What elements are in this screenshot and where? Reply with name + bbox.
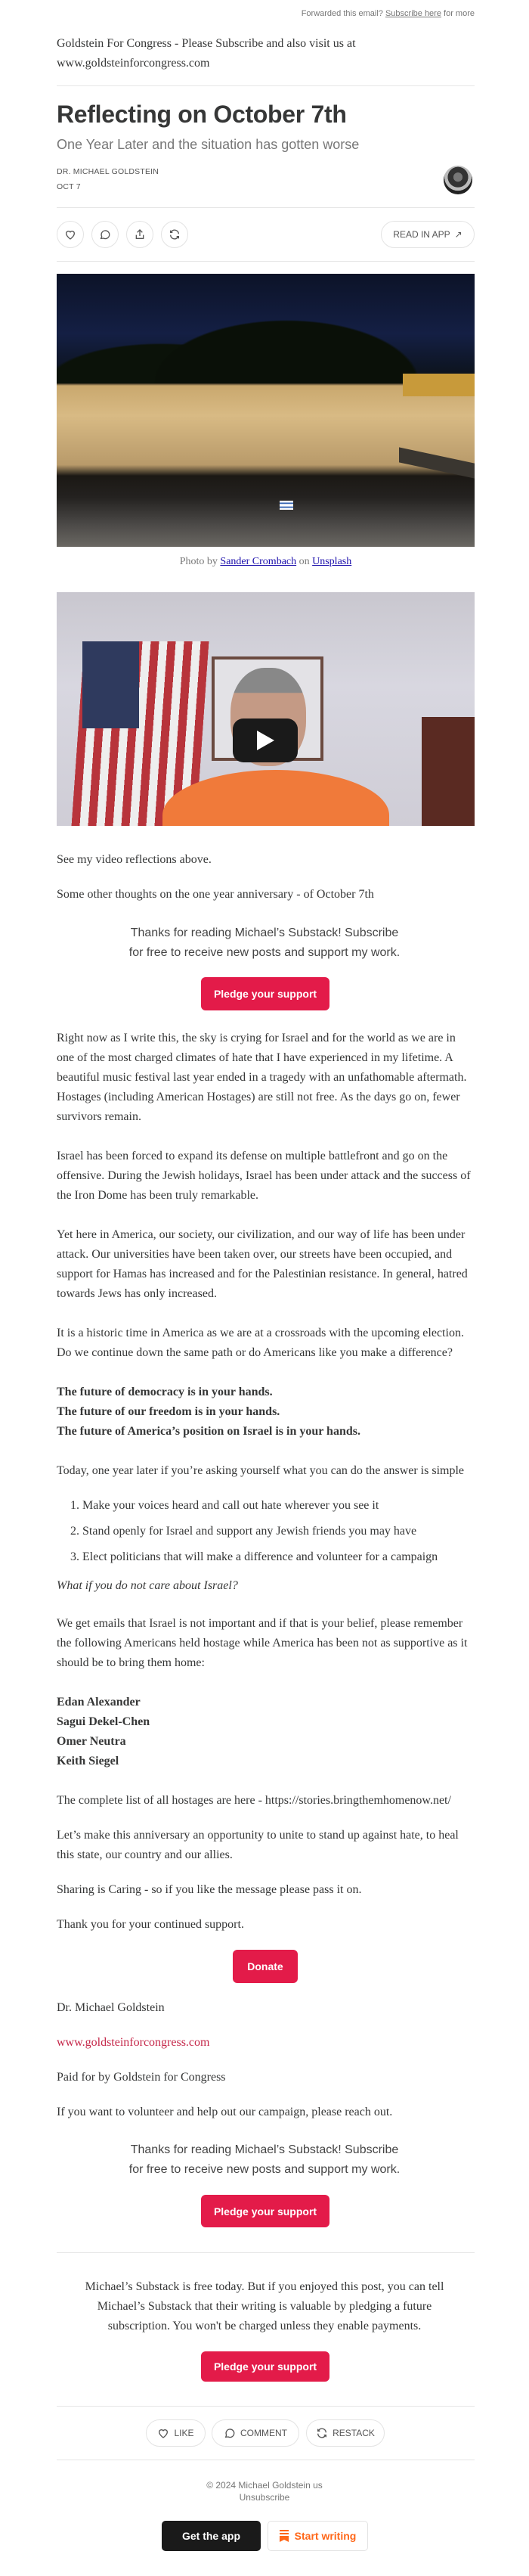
paragraph: Let’s make this anniversary an opportunity to unite to stand up against hate, to heal this state, our country and our allies. [57,1829,459,1861]
pledge-support-button[interactable]: Pledge your support [201,977,329,1010]
paragraph: The complete list of all hostages are here - https://stories.bringthemhomenow.net/ [57,1794,451,1807]
author-name[interactable]: DR. MICHAEL GOLDSTEIN [57,167,159,176]
footer-legal [0,2479,529,2503]
start-writing-button[interactable]: Start writing [268,2521,368,2551]
restack-button[interactable] [161,221,188,248]
subscribe-here-link[interactable]: Subscribe here [385,9,441,18]
hostage-list [57,1693,475,1771]
get-the-app-button[interactable]: Get the app [162,2521,261,2551]
paragraph: Israel has been forced to expand its defense on multiple battlefront and go on the offensive. During the Jewish holidays, Israel has been under attack and the success of the Iron Dome has been truly remarkable. [57,1150,471,1202]
pledge-support-button-footer[interactable]: Pledge your support [201,2351,329,2382]
share-button[interactable] [126,221,153,248]
play-icon [255,730,275,751]
heart-icon [64,228,76,241]
paragraph: It is a historic time in America as we are at a crossroads with the upcoming election. Do we continue down the same path or do Americans like you make a difference? [57,1327,464,1359]
list-item: 3. Elect politicians that will make a difference and volunteer for a campaign [82,1547,500,1567]
play-button[interactable] [233,718,298,762]
restack-pill-button[interactable]: RESTACK [306,2419,385,2447]
list-item: 2. Stand openly for Israel and support any Jewish friends you may have [82,1522,500,1541]
like-pill-button[interactable]: LIKE [146,2419,206,2447]
hostage-name: Keith Siegel [57,1755,119,1768]
hostage-name: Sagui Dekel-Chen [57,1715,150,1728]
paragraph: See my video reflections above. [57,853,212,866]
paragraph: Today, one year later if you’re asking yourself what you can do the answer is simple [57,1464,465,1477]
post-subtitle: One Year Later and the situation has gotten worse [57,137,360,152]
intro-text: Goldstein For Congress - Please Subscribe and also visit us at www.goldsteinforcongress.com [57,37,356,70]
website-link[interactable]: www.goldsteinforcongress.com [57,2036,210,2049]
paragraph: Right now as I write this, the sky is crying for Israel and for the world as we are in one of the most charged climates of hate that I have experienced in my lifetime. A beautiful music festival last year ended in a tragedy with an unfathomable aftermath. Hostages (including American Hostages) are still not free. As the days go on, fewer survivors remain. [57,1032,467,1123]
divider [57,261,475,262]
restack-icon [316,2427,328,2439]
action-list [57,1496,500,1573]
share-icon [134,228,146,241]
forwarded-notice: Forwarded this email? Subscribe here for more [301,9,475,18]
unsubscribe-link[interactable]: Unsubscribe [239,2492,290,2503]
avatar[interactable] [444,166,472,194]
italic-question: What if you do not care about Israel? [57,1579,238,1592]
comment-icon [224,2427,236,2439]
pledge-support-button[interactable]: Pledge your support [201,2195,329,2227]
subscribe-blurb: Thanks for reading Michael’s Substack! Subscribe for free to receive new posts and support my work. [128,926,401,959]
read-in-app-button[interactable]: READ IN APP ↗ [381,221,475,248]
donate-button[interactable]: Donate [233,1950,298,1983]
comment-button[interactable] [91,221,119,248]
divider [57,85,475,86]
subscribe-blurb: Thanks for reading Michael’s Substack! Subscribe for free to receive new posts and support my work. [128,2143,401,2176]
paragraph: Sharing is Caring - so if you like the message please pass it on. [57,1883,362,1896]
signature: Dr. Michael Goldstein [57,2001,165,2014]
bold-statements: The future of democracy is in your hands. The future of our freedom is in your hands. The future of America’s position on Israel is in your hands. [57,1386,360,1438]
post-date: OCT 7 [57,182,81,191]
like-button[interactable] [57,221,84,248]
unsplash-link[interactable]: Unsplash [312,556,352,567]
comment-icon [99,228,111,241]
photographer-link[interactable]: Sander Crombach [220,556,297,567]
arrow-up-right-icon: ↗ [454,229,462,240]
paid-for-notice: Paid for by Goldstein for Congress [57,2071,226,2084]
image-caption: Photo by Sander Crombach on Unsplash [179,556,352,567]
restack-icon [169,228,181,241]
paragraph: We get emails that Israel is not important and if that is your belief, please remember the following Americans held hostage while America has been not as supportive as it should be to bring them home: [57,1617,468,1669]
hostage-name: Edan Alexander [57,1696,141,1709]
substack-logo-icon [280,2530,289,2542]
post-title: Reflecting on October 7th [57,101,347,128]
heart-icon [157,2427,169,2439]
copyright: © 2024 Michael Goldstein us [206,2480,323,2491]
hostage-name: Omer Neutra [57,1735,126,1748]
pledge-blurb: Michael’s Substack is free today. But if you enjoyed this post, you can tell Michael’s Substack that their writing is valuable by pledging a future subscription. You won't be charged unless they enable payments. [85,2280,444,2332]
list-item: 1. Make your voices heard and call out hate wherever you see it [82,1496,500,1516]
divider [57,207,475,208]
comment-pill-button[interactable]: COMMENT [212,2419,299,2447]
western-wall-photo[interactable] [57,274,475,547]
paragraph: Thank you for your continued support. [57,1918,244,1931]
divider [57,2252,475,2253]
paragraph: Yet here in America, our society, our civilization, and our way of life has been under attack. Our universities have been taken over, our streets have been occupied, and support for Hamas has increased and for the Palestinian resistance. In general, hatred towards Jews has only increased. [57,1228,468,1300]
video-embed[interactable] [57,592,475,826]
divider [57,2406,475,2407]
paragraph: Some other thoughts on the one year anniversary - of October 7th [57,888,374,901]
paragraph: If you want to volunteer and help out our campaign, please reach out. [57,2106,393,2118]
